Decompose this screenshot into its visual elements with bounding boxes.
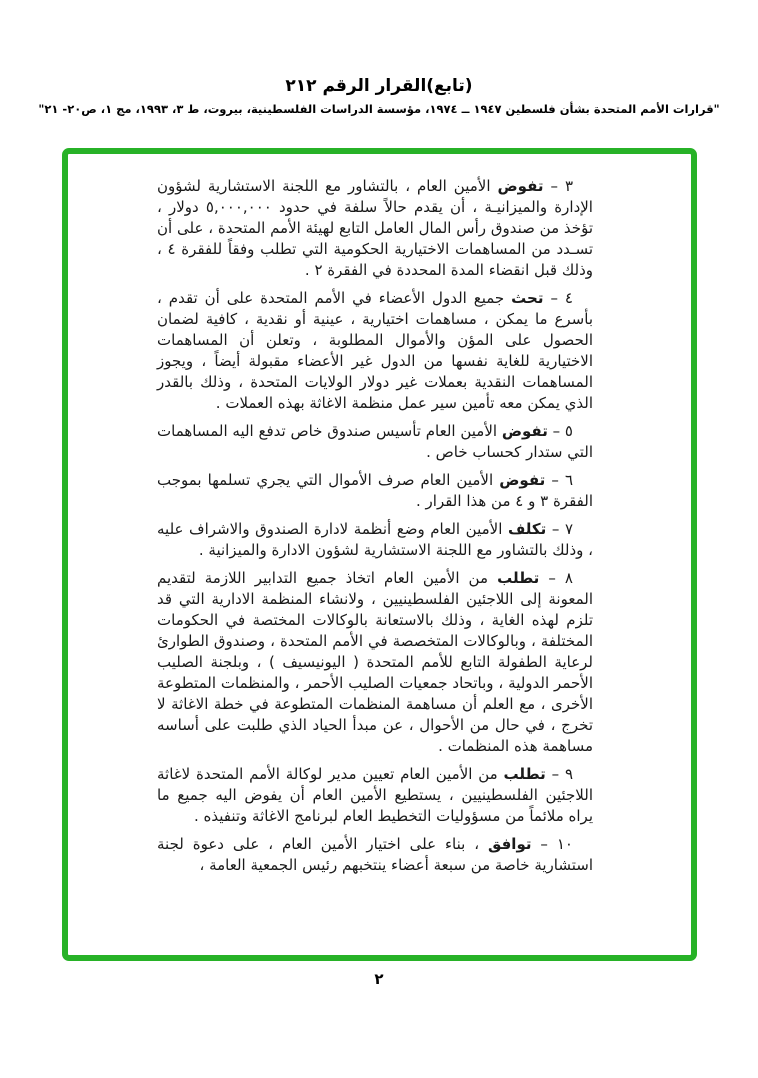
paragraph-text: جميع الدول الأعضاء في الأمم المتحدة على أن تقدم ، بأسرع ما يمكن ، مساهمات اختيارية ، عينية أو نقدية ، كافية لضمان الحصول على المؤن والأموال المطلوبة ، وتعلن أن المساهمات الاختيارية للغاية نفسها من الدول غير الأعضاء مقبولة أيضاً ، ويجوز المساهمات النقدية بعملات غير دولار الولايات المتحدة ، وذلك بالقدر الذي يمكن معه تأمين سير عمل منظمة الاغاثة بهذه العملات . [157, 289, 593, 412]
paragraph-number: ٧ – [551, 520, 573, 538]
paragraph-10 [157, 834, 593, 876]
paragraph-5 [157, 421, 593, 463]
paragraph-lead-word: تكلف [507, 520, 547, 538]
paragraph-text: من الأمين العام اتخاذ جميع التدابير اللازمة لتقديم المعونة إلى اللاجئين الفلسطينيين ، ولانشاء المنظمة الادارية التي قد تلزم لهذه الغاية ، وذلك بالاستعانة بالوكالات المختصة في الحكومات المختلفة ، وبالوكالات المتخصصة في الأمم المتحدة ، وصندوق الطوارئ لرعاية الطفولة التابع للأمم المتحدة ( اليونيسيف ) ، وبلجنة الصليب الأحمر الدولية ، وباتحاد جمعيات الصليب الأحمر ، والمنظمات المتطوعة الأخرى ، مع العلم أن مساهمة المنظمات المتطوعة في خطة الاغاثة لا تخرج ، في حال من الأحوال ، عن مبدأ الحياد الذي طلبت على أساسه مساهمة هذه المنظمات . [157, 569, 593, 755]
paragraph-number: ٩ – [551, 765, 573, 783]
paragraph-8 [157, 568, 593, 757]
paragraph-number: ٤ – [550, 289, 573, 307]
paragraph-number: ١٠ – [540, 835, 573, 853]
paragraph-7 [157, 519, 593, 561]
paragraph-number: ٥ – [552, 422, 573, 440]
resolution-title: (تابع)القرار الرقم ٢١٢ [285, 76, 473, 96]
paragraph-3 [157, 176, 593, 281]
source-citation: "قرارات الأمم المتحدة بشأن فلسطين ١٩٤٧ ــ ١٩٧٤، مؤسسة الدراسات الفلسطينية، بيروت، ط ٣، ١٩٩٣، مج ١، ص٢٠- ٢١" [38, 102, 720, 116]
paragraph-lead-word: توافق [487, 835, 532, 853]
paragraph-text: الأمين العام تأسيس صندوق خاص تدفع اليه المساهمات التي ستدار كحساب خاص . [157, 422, 593, 461]
paragraph-number: ٦ – [551, 471, 573, 489]
paragraph-text: الأمين العام صرف الأموال التي يجري تسلمها بموجب الفقرة ٣ و ٤ من هذا القرار . [157, 471, 593, 510]
paragraph-4 [157, 288, 593, 414]
paragraph-6 [157, 470, 593, 512]
paragraph-lead-word: تفوض [499, 471, 546, 489]
paragraph-text: ، بناء على اختيار الأمين العام ، على دعوة لجنة استشارية خاصة من سبعة أعضاء ينتخبهم رئيس الجمعية العامة ، [157, 835, 593, 874]
resolution-text-frame [62, 148, 697, 961]
paragraph-9 [157, 764, 593, 827]
page-header [0, 76, 758, 116]
resolution-body [157, 176, 593, 883]
paragraph-lead-word: تفوض [501, 422, 548, 440]
paragraph-text: من الأمين العام تعيين مدير لوكالة الأمم المتحدة لاغاثة اللاجئين الفلسطينيين ، يستطيع الأمين العام أن يفوض اليه جميع ما يراه ملائماً من مسؤوليات التخطيط العام لبرنامج الاغاثة وتنفيذه . [157, 765, 593, 825]
paragraph-lead-word: تفوض [497, 177, 544, 195]
paragraph-number: ٨ – [548, 569, 573, 587]
paragraph-text: الأمين العام ، بالتشاور مع اللجنة الاستشارية لشؤون الإدارة والميزانيـة ، أن يقدم حالاً سلفة في حدود ٥,٠٠٠,٠٠٠ دولار ، تؤخذ من صندوق رأس المال العامل التابع لهيئة الأمم المتحدة ، على أن تسـدد من المساهمات الاختيارية الحكومية التي تطلب وفقاً للفقرة ٤ ، وذلك قبل انقضاء المدة المحددة في الفقرة ٢ . [157, 177, 594, 279]
paragraph-lead-word: تطلب [503, 765, 546, 783]
paragraph-lead-word: تطلب [497, 569, 540, 587]
page-number: ٢ [374, 970, 384, 988]
paragraph-lead-word: تحث [511, 289, 544, 307]
paragraph-text: الأمين العام وضع أنظمة لادارة الصندوق والاشراف عليه ، وذلك بالتشاور مع اللجنة الاستشارية لشؤون الادارة والميزانية . [157, 520, 593, 559]
paragraph-number: ٣ – [550, 177, 573, 195]
